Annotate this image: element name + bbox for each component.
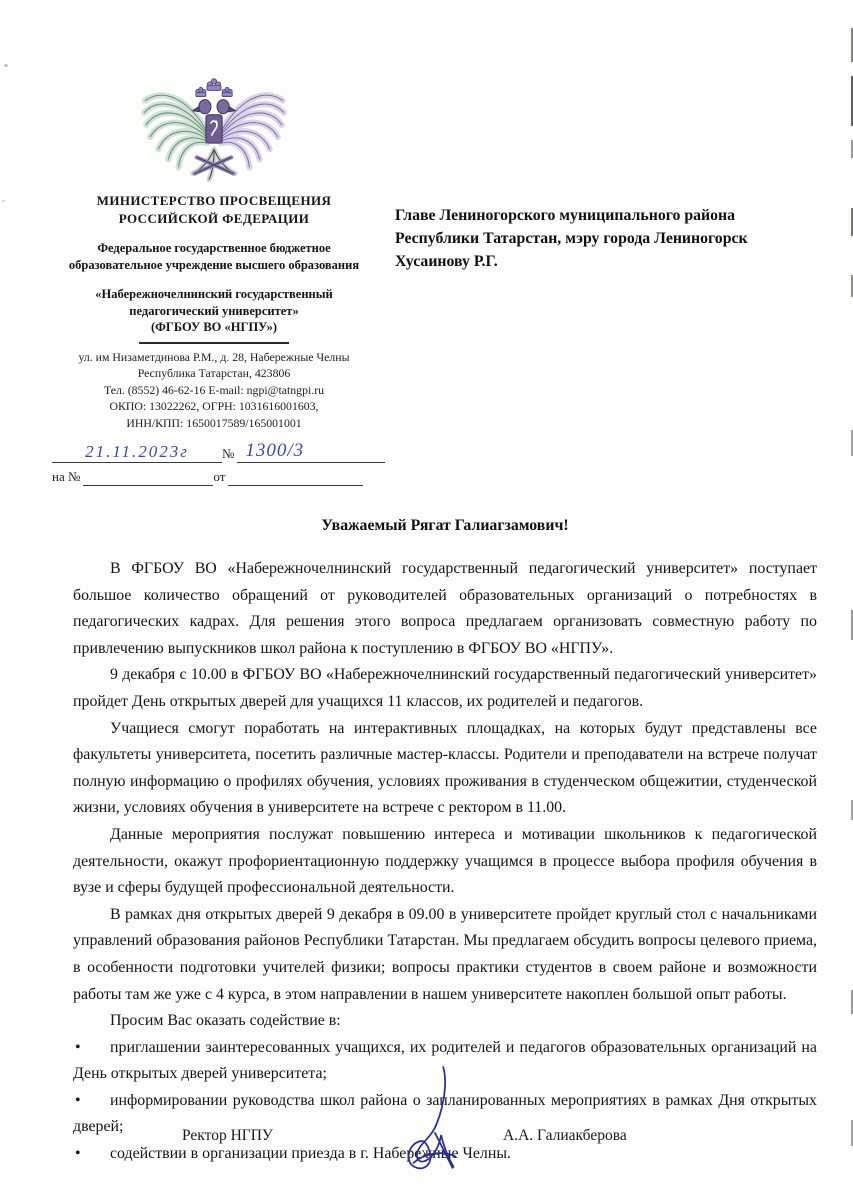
bullet-glyph: • xyxy=(75,1091,81,1109)
bullet-text: содействии в организации приезда в г. Набережные Челны. xyxy=(110,1145,511,1163)
ref-date-handwritten: 21.11.2023г xyxy=(85,442,189,461)
body-paragraph: Учащиеся смогут поработать на интерактивных площадках, на которых будут представлены все факультеты университета, посетить различные мастер-классы. Родители и преподаватели на встрече получат полную информацию о профилях обучения, условиях проживания в студенческом общежитии, студенческой жизни, условиях обучения в университете на встрече с ректором в 11.00. xyxy=(73,719,817,817)
bullet-glyph: • xyxy=(75,1038,81,1056)
recipient-line: Главе Лениногорского муниципального района xyxy=(395,207,736,224)
ref-reply-number-line xyxy=(83,485,213,486)
bullet-glyph: • xyxy=(75,1145,81,1163)
scan-speck xyxy=(2,200,5,202)
recipient-block xyxy=(395,204,820,273)
address-line: Республика Татарстан, 423806 xyxy=(137,366,291,381)
ref-reply-on-label: на № xyxy=(52,469,81,484)
signature-ink xyxy=(398,1063,470,1171)
body-paragraph: Данные мероприятия послужат повышению интереса и мотивации школьников к педагогической деятельности, окажут профориентационную поддержку учащимся в процессе выбора профиля обучения в вузе и сферы будущей профессиональной деятельности. xyxy=(73,825,817,897)
salutation: Уважаемый Рягат Галиагзамович! xyxy=(321,517,569,534)
bullet-text: приглашении заинтересованных учащихся, их родителей и педагогов образовательных организаций на День открытых дверей университета; xyxy=(73,1038,817,1083)
signer-name: А.А. Галиакберова xyxy=(503,1127,627,1144)
letterhead xyxy=(38,76,390,431)
org-name: «Набережночелнинский государственный педагогический университет» xyxy=(95,287,333,318)
ref-reply-date-line xyxy=(228,485,363,486)
signer-position: Ректор НГПУ xyxy=(182,1127,273,1144)
letterhead-divider xyxy=(139,342,289,344)
ministry-name: МИНИСТЕРСТВО ПРОСВЕЩЕНИЯ РОССИЙСКОЙ ФЕДЕРАЦИИ xyxy=(96,193,332,226)
org-type: Федеральное государственное бюджетное образовательное учреждение высшего образования xyxy=(68,241,360,272)
coat-of-arms-icon xyxy=(138,76,290,188)
contact-line: Тел. (8552) 46-62-16 E-mail: ngpi@tatngpi.ru xyxy=(103,382,325,397)
body-paragraph: В рамках дня открытых дверей 9 декабря в 09.00 в университете пройдет круглый стол с начальниками управлений образования районов Республики Татарстан. Мы предлагаем обсудить вопросы целевого приема, в особенности подготовки учителей физики; вопросы практики студентов в своем районе и возможности работы там же уже с 4 курса, в этом направлении в нашем университете накоплен большой опыт работы. xyxy=(73,905,817,1003)
inn-line: ИНН/КПП: 1650017589/165001001 xyxy=(126,415,302,430)
body-paragraph: 9 декабря с 10.00 в ФГБОУ ВО «Набережночелнинский государственный педагогический университет» пройдет День открытых дверей для учащихся 11 классов, их родителей и педагогов. xyxy=(73,666,817,710)
body-paragraph: Просим Вас оказать содействие в: xyxy=(110,1012,341,1030)
ref-number-handwritten: 1300/3 xyxy=(245,440,305,461)
address-line: ул. им Низаметдинова Р.М., д. 28, Набережные Челны xyxy=(78,349,350,364)
org-abbrev: (ФГБОУ ВО «НГПУ») xyxy=(151,320,277,334)
scan-speck xyxy=(4,64,8,67)
ref-number-label: № xyxy=(222,446,235,461)
okpo-line: ОКПО: 13022262, ОГРН: 1031616001603, xyxy=(109,399,319,414)
org-address xyxy=(38,349,390,432)
body-paragraph: В ФГБОУ ВО «Набережночелнинский государственный педагогический университет» поступает большое количество обращений от руководителей образовательных организаций о потребностях в педагогических кадрах. Для решения этого вопроса предлагаем организовать совместную работу по привлечению выпускников школ района к поступлению в ФГБОУ ВО «НГПУ». xyxy=(73,560,817,657)
ref-reply-from-label: от xyxy=(213,469,226,484)
bullet-text: информировании руководства школ района о запланированных мероприятиях в рамках Дня открытых дверей; xyxy=(73,1091,817,1136)
recipient-line: Республики Татарстан, мэру города Лениногорск xyxy=(395,230,748,247)
reference-block xyxy=(52,440,397,486)
recipient-line: Хусаинову Р.Г. xyxy=(395,253,498,270)
